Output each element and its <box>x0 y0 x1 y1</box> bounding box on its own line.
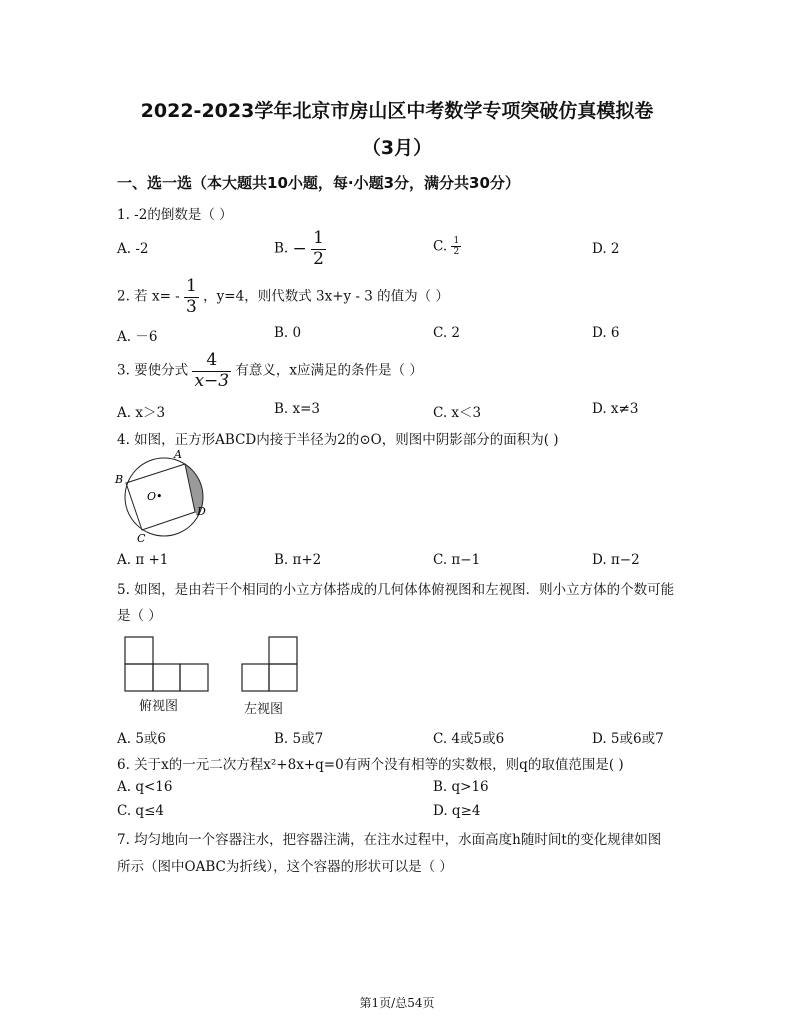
q1-option-d: D. 2 <box>592 241 620 257</box>
q1-option-a: A. -2 <box>117 241 149 257</box>
q4-circle-square-figure <box>112 446 212 546</box>
top-view-figure <box>120 634 212 694</box>
q7-stem-line2: 所示（图中OABC为折线），这个容器的形状可以是（ ） <box>117 859 453 875</box>
q3-option-a: A. x＞3 <box>117 405 166 421</box>
point-label-b: B <box>115 473 124 486</box>
q3-stem-part-b: 有意义，x应满足的条件是（ ） <box>235 362 423 379</box>
left-view-label: 左视图 <box>244 702 284 717</box>
q2-fraction-numerator: 1 <box>186 276 197 296</box>
q2-stem-part-a: 2. 若 x= - <box>117 288 180 305</box>
q1-option-b <box>274 229 326 269</box>
q4-option-c: C. π−1 <box>433 552 481 568</box>
q5-stem-line1: 5. 如图，是由若干个相同的小立方体搭成的几何体体俯视图和左视图．则小立方体的个数可能 <box>117 582 675 598</box>
q1-option-c-label: C. <box>433 238 448 255</box>
q6-stem: 6. 关于x的一元二次方程x²+8x+q=0有两个没有相等的实数根，则q的取值范围是( ) <box>117 757 624 773</box>
q6-option-a: A. q<16 <box>117 779 173 795</box>
q6-option-b: B. q>16 <box>433 779 489 795</box>
q7-stem-line1: 7. 均匀地向一个容器注水，把容器注满，在注水过程中，水面高度h随时间t的变化规律如图 <box>117 832 662 848</box>
q1-option-b-numerator: 1 <box>313 228 324 248</box>
q1-option-c-numerator: 1 <box>453 236 460 246</box>
q4-option-d: D. π−2 <box>592 552 640 568</box>
q5-stem-line2: 是（ ） <box>117 608 162 624</box>
q3-fraction-denominator: x−3 <box>194 370 230 391</box>
q4-option-b: B. π+2 <box>274 552 322 568</box>
q1-option-b-sign: − <box>292 239 307 260</box>
q1-option-c-fraction <box>451 236 461 258</box>
q3-option-b: B. x=3 <box>274 401 321 417</box>
q1-option-c <box>433 236 461 258</box>
q2-option-d: D. 6 <box>592 325 620 341</box>
page-title: 2022-2023学年北京市房山区中考数学专项突破仿真模拟卷 <box>140 100 654 122</box>
q3-option-d: D. x≠3 <box>592 401 639 417</box>
center-label-o: O• <box>147 490 163 503</box>
section-heading: 一、选一选（本大题共10小题，每·小题3分，满分共30分） <box>117 174 520 192</box>
q3-option-c: C. x＜3 <box>433 405 482 421</box>
q1-option-b-label: B. <box>274 240 289 257</box>
q4-stem: 4. 如图，正方形ABCD内接于半径为2的⊙O，则图中阴影部分的面积为( ) <box>117 432 559 448</box>
q6-option-c: C. q≤4 <box>117 803 164 819</box>
point-label-d: D <box>197 505 206 518</box>
q2-stem <box>117 277 449 317</box>
left-view-figure <box>238 634 302 694</box>
q2-fraction-denominator: 3 <box>186 296 197 317</box>
q2-option-c: C. 2 <box>433 325 461 341</box>
q1-option-b-denominator: 2 <box>313 248 324 269</box>
q1-option-b-fraction <box>311 229 326 269</box>
point-label-c: C <box>137 532 146 545</box>
q3-stem-part-a: 3. 要使分式 <box>117 362 189 379</box>
q1-stem: 1. -2的倒数是（ ） <box>117 207 233 223</box>
q5-option-a: A. 5或6 <box>117 731 167 747</box>
q3-stem <box>117 351 423 391</box>
q2-stem-part-b: ，y=4，则代数式 3x+y - 3 的值为（ ） <box>203 288 449 305</box>
q1-option-c-denominator: 2 <box>453 247 460 258</box>
shaded-segment <box>185 446 212 546</box>
page-number-footer: 第1页/总54页 <box>359 996 435 1010</box>
q2-option-b: B. 0 <box>274 325 302 341</box>
q5-option-c: C. 4或5或6 <box>433 731 505 747</box>
q6-option-d: D. q≥4 <box>433 803 481 819</box>
q3-fraction-numerator: 4 <box>192 351 231 372</box>
q5-option-d: D. 5或6或7 <box>592 731 664 747</box>
q2-option-a: A. －6 <box>117 329 158 345</box>
point-label-a: A <box>174 448 182 461</box>
q2-fraction <box>184 277 199 317</box>
q4-option-a: A. π +1 <box>117 552 169 568</box>
q3-fraction <box>192 351 231 391</box>
circle-o <box>125 458 203 536</box>
q5-option-b: B. 5或7 <box>274 731 324 747</box>
top-view-label: 俯视图 <box>139 699 179 714</box>
page-subtitle: （3月） <box>361 137 433 159</box>
